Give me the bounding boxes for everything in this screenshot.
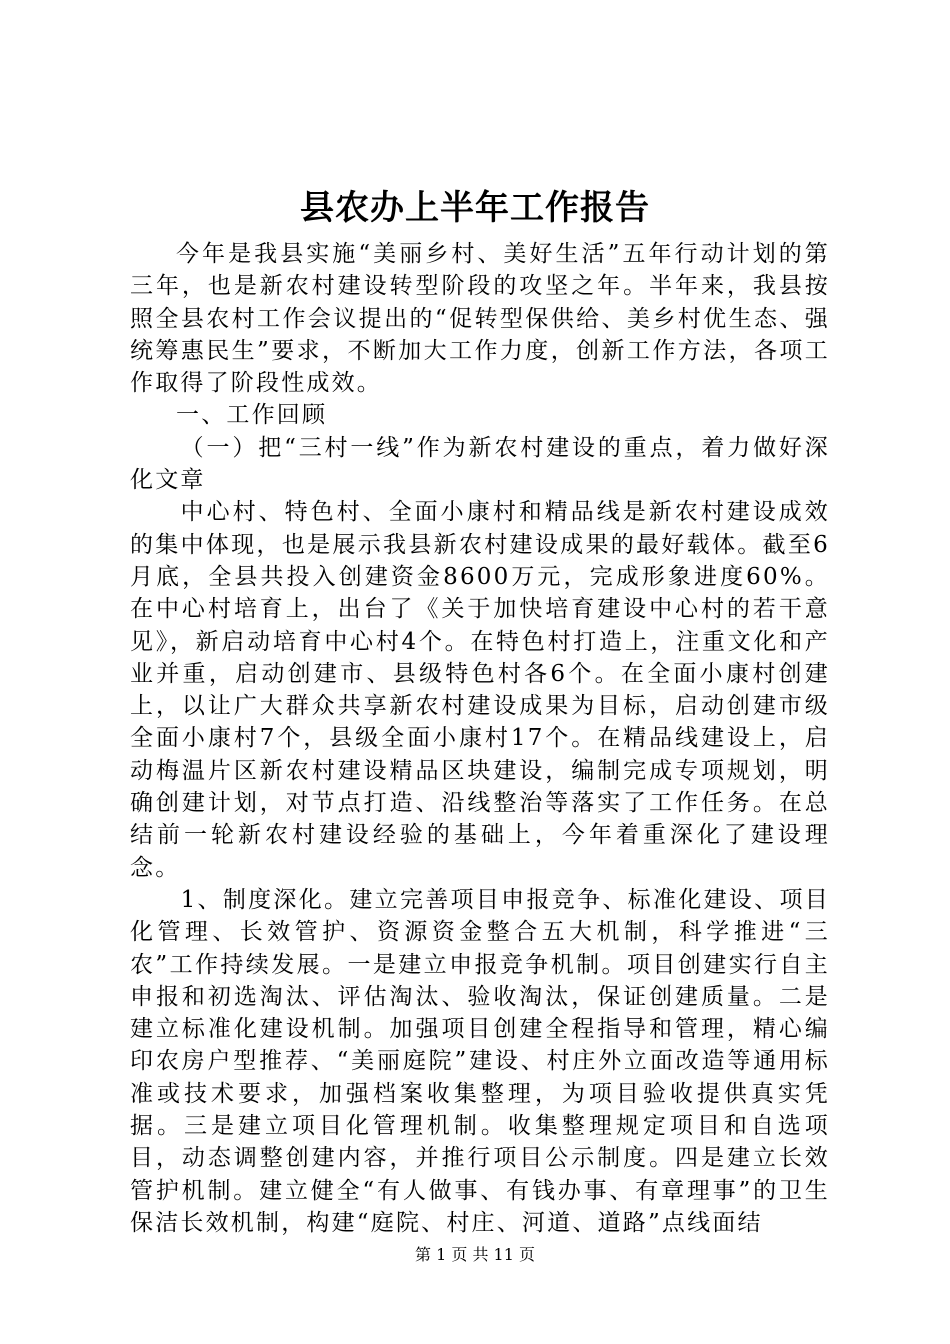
paragraph-three-villages: 中心村、特色村、全面小康村和精品线是新农村建设成效的集中体现，也是展示我县新农村建设成果的最好载体。截至6月底，全县共投入创建资金8600万元，完成形象进度60%。在中心村培育上，出台了《关于加快培育建设中心村的若干意见》，新启动培育中心村4个。在特色村打造上，注重文化和产业并重，启动创建市、县级特色村各6个。在全面小康村创建上，以让广大群众共享新农村建设成果为目标，启动创建市级全面小康村7个，县级全面小康村17个。在精品线建设上，启动梅温片区新农村建设精品区块建设，编制完成专项规划，明确创建计划，对节点打造、沿线整治等落实了工作任务。在总结前一轮新农村建设经验的基础上，今年着重深化了建设理念。	[130, 499, 830, 881]
subsection-heading-1: （一）把“三村一线”作为新农村建设的重点，着力做好深化文章	[130, 434, 830, 494]
paragraph-institution-deepening: 1、制度深化。建立完善项目申报竞争、标准化建设、项目化管理、长效管护、资源资金整合五大机制，科学推进“三农”工作持续发展。一是建立申报竞争机制。项目创建实行自主申报和初选淘汰、评估淘汰、验收淘汰，保证创建质量。二是建立标准化建设机制。加强项目创建全程指导和管理，精心编印农房户型推荐、“美丽庭院”建设、村庄外立面改造等通用标准或技术要求，加强档案收集整理，为项目验收提供真实凭据。三是建立项目化管理机制。收集整理规定项目和自选项目，动态调整创建内容，并推行项目公示制度。四是建立长效管护机制。建立健全“有人做事、有钱办事、有章理事”的卫生保洁长效机制，构建“庭院、村庄、河道、道路”点线面结	[130, 886, 830, 1236]
page-footer: 第 1 页 共 11 页	[415, 1245, 535, 1264]
document-body	[130, 238, 830, 1239]
section-heading-work-review: 一、工作回顾	[176, 402, 328, 429]
paragraph-intro: 今年是我县实施“美丽乡村、美好生活”五年行动计划的第三年，也是新农村建设转型阶段的攻坚之年。半年来，我县按照全县农村工作会议提出的“促转型保供给、美乡村优生态、强统筹惠民生”要求，不断加大工作力度，创新工作方法，各项工作取得了阶段性成效。	[130, 241, 830, 397]
document-title: 县农办上半年工作报告	[300, 188, 650, 228]
